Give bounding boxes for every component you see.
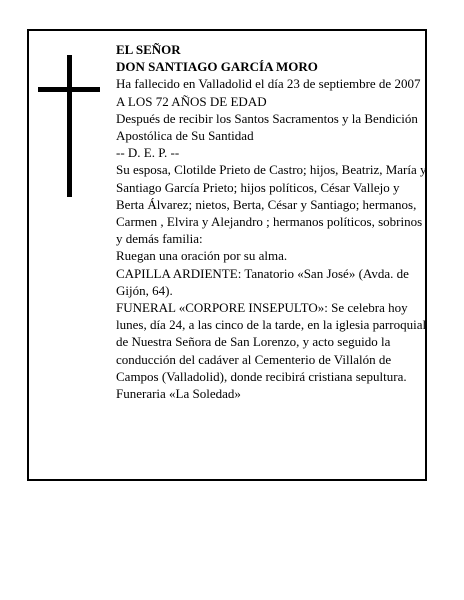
funeral-info: FUNERAL «CORPORE INSEPULTO»: Se celebra hoy lunes, día 24, a las cinco de la tarde, en la iglesia parroquial de Nuestra Señora de San Lorenzo, y acto seguido la conducción del cadáver al Cementerio de Villalón de Campos (Valladolid), donde recibirá cristiana sepultura. <box>116 300 427 384</box>
notice-text <box>116 41 428 402</box>
cross-horizontal-bar <box>38 87 100 92</box>
notice-title: EL SEÑOR <box>116 42 181 57</box>
prayer-line: Ruegan una oración por su alma. <box>116 248 288 264</box>
funeral-home: Funeraria «La Soledad» <box>116 386 241 402</box>
death-info: Ha fallecido en Valladolid el día 23 de septiembre de 2007 <box>116 76 421 92</box>
rip-line: -- D. E. P. -- <box>116 145 180 161</box>
age-line: A LOS 72 AÑOS DE EDAD <box>116 93 267 109</box>
deceased-name: DON SANTIAGO GARCÍA MORO <box>116 59 318 75</box>
sacraments-line: Después de recibir los Santos Sacramentos y la Bendición Apostólica de Su Santidad <box>116 110 418 144</box>
cross-icon <box>38 55 100 197</box>
cross-vertical-bar <box>67 55 72 197</box>
obituary-notice <box>27 29 427 481</box>
family-list: Su esposa, Clotilde Prieto de Castro; hijos, Beatriz, María y Santiago García Prieto; hijos políticos, César Vallejo y Berta Álvarez; nietos, Berta, César y Santiago; hermanos, Carmen , Elvira y Alejandro ; hermanos políticos, sobrinos y demás familia: <box>116 162 427 247</box>
chapel-info: CAPILLA ARDIENTE: Tanatorio «San José» (Avda. de Gijón, 64). <box>116 265 409 298</box>
